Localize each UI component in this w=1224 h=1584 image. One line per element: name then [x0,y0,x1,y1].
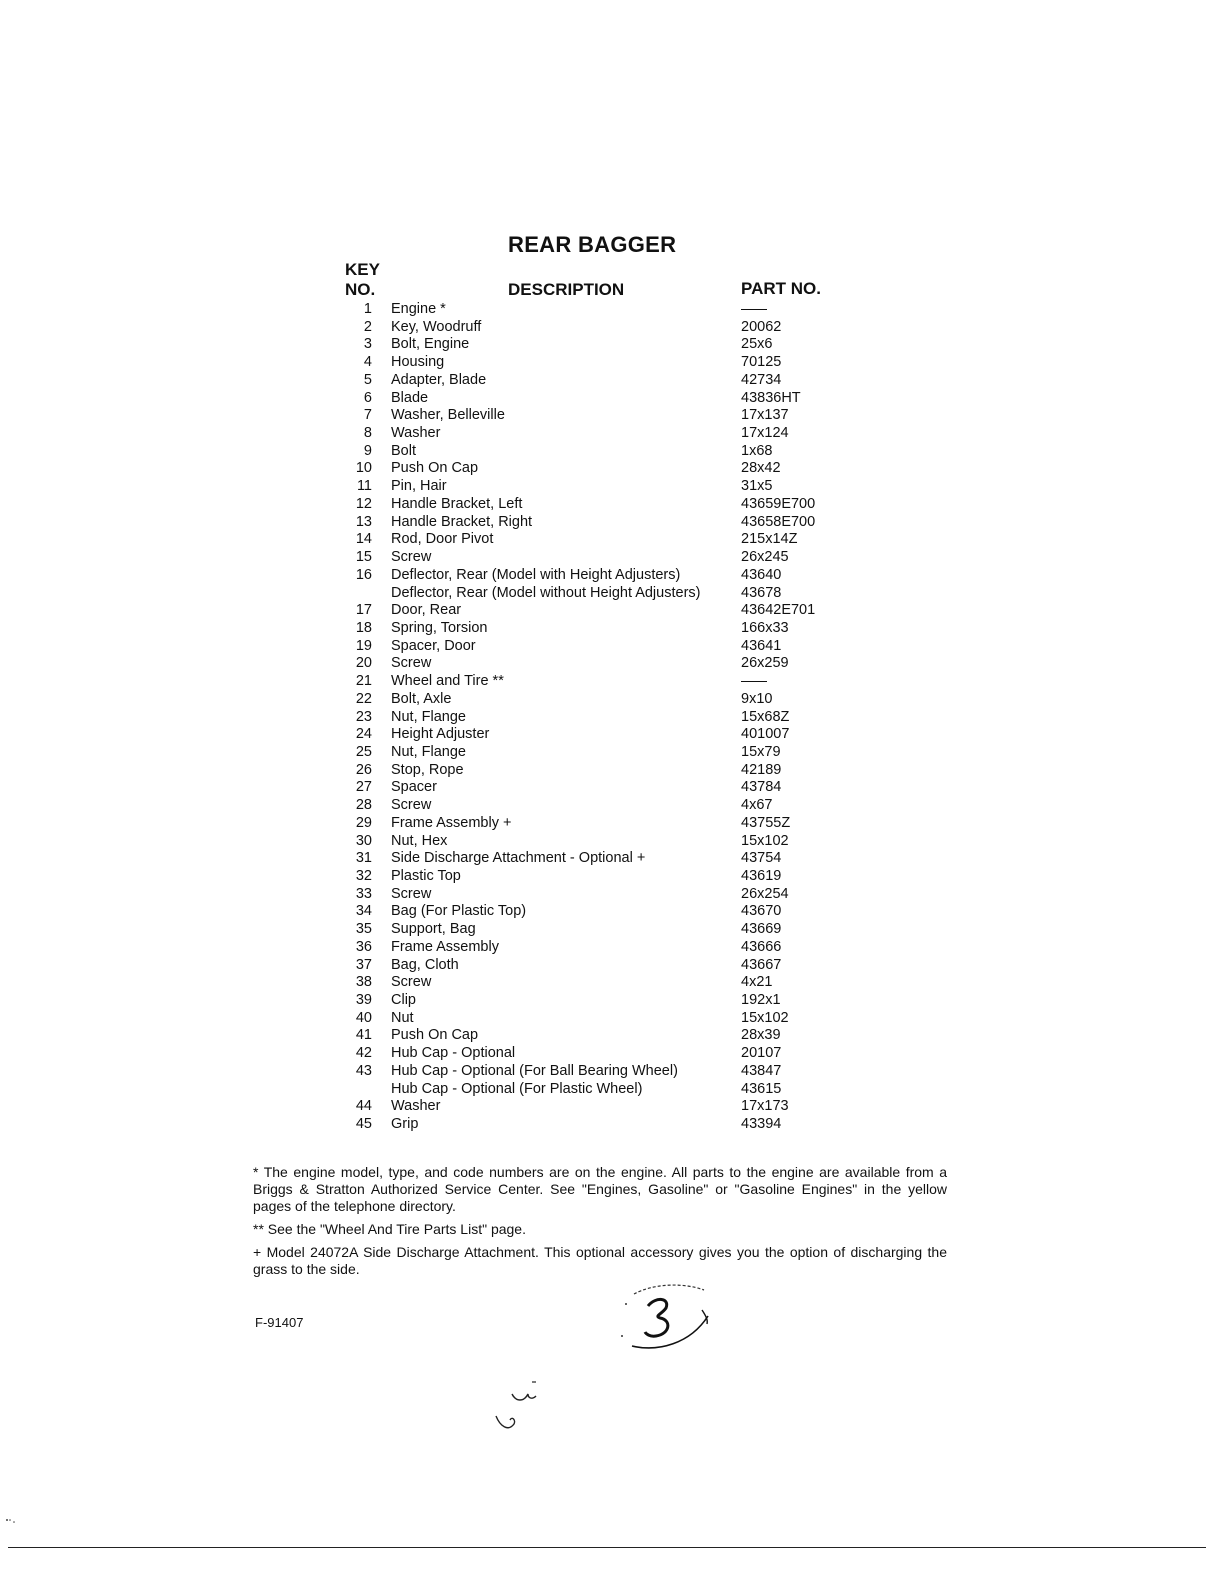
part-description: Bolt, Axle [391,690,452,707]
parts-row [0,1010,1224,1028]
parts-row [0,531,1224,549]
part-number: 43659E700 [741,495,816,512]
part-number: 26x259 [741,655,789,672]
key-number: 21 [355,673,372,690]
part-description: Bolt, Engine [391,336,470,353]
part-description: Spacer [391,779,437,796]
part-description: Bolt [391,442,416,459]
part-description: Door, Rear [391,602,462,619]
key-number: 15 [355,549,372,566]
key-number: 22 [355,690,372,707]
part-description: Plastic Top [391,868,461,884]
parts-row [0,886,1224,904]
parts-row [0,638,1224,656]
parts-row [0,301,1224,319]
handwritten-page-mark [612,1280,722,1365]
part-number: 43640 [741,566,782,583]
part-description: Screw [391,549,432,566]
part-number: 42189 [741,761,782,778]
part-number: 43394 [741,1116,782,1133]
part-number: 43847 [741,1062,782,1079]
part-description: Clip [391,992,416,1009]
key-number: 7 [363,407,372,424]
parts-row [0,691,1224,709]
parts-row [0,1081,1224,1099]
part-number: 70125 [741,354,782,371]
part-number: 401007 [741,726,790,743]
bottom-rule [8,1547,1206,1548]
parts-list [0,301,1224,1134]
part-number: 43658E700 [741,513,816,530]
parts-row [0,779,1224,797]
part-description: Side Discharge Attachment - Optional + [391,850,646,867]
parts-row [0,921,1224,939]
parts-row [0,850,1224,868]
part-description: Wheel and Tire ** [391,673,504,690]
part-number-header: PART NO. [741,279,821,298]
key-number: 18 [355,619,372,636]
key-number: 33 [355,885,372,902]
key-number: 1 [363,301,372,317]
part-description: Nut, Flange [391,708,466,725]
parts-row [0,354,1224,372]
part-number: 28x39 [741,1027,781,1044]
parts-row [0,655,1224,673]
part-description: Frame Assembly [391,938,499,955]
part-description: Nut, Flange [391,743,466,760]
part-number: 15x68Z [741,708,790,725]
part-description: Screw [391,797,432,814]
parts-row [0,815,1224,833]
parts-row [0,762,1224,780]
part-description: Washer, Belleville [391,407,505,424]
part-description: Washer [391,425,441,442]
key-number: 20 [355,655,372,672]
part-number: 15x102 [741,1009,789,1026]
part-number: 43669 [741,921,782,938]
parts-row [0,726,1224,744]
parts-row [0,1098,1224,1116]
part-number: 15x79 [741,743,781,760]
part-number: 26x254 [741,885,789,902]
key-number: 39 [355,992,372,1009]
parts-row [0,478,1224,496]
parts-row [0,319,1224,337]
parts-row [0,1027,1224,1045]
key-number: 9 [363,442,372,459]
part-number: 192x1 [741,992,781,1009]
parts-row [0,514,1224,532]
key-number-header-line1: KEY [345,260,380,279]
key-number: 8 [363,425,372,442]
part-number [741,673,767,691]
part-description: Housing [391,354,445,371]
side-discharge-footnote: + Model 24072A Side Discharge Attachment. This optional accessory gives you the option of discharging the grass to the side. [253,1244,947,1277]
key-number: 34 [355,903,372,920]
key-number: 38 [355,974,372,991]
form-number: F-91407 [255,1315,304,1330]
key-number: 24 [355,726,372,743]
part-number: 43754 [741,850,782,867]
part-description: Screw [391,885,432,902]
part-description: Stop, Rope [391,761,464,778]
part-description: Screw [391,655,432,672]
key-number: 23 [355,708,372,725]
key-number: 29 [355,814,372,831]
part-number: 43678 [741,584,782,601]
parts-row [0,1063,1224,1081]
parts-row [0,744,1224,762]
key-number: 17 [355,602,372,619]
key-number: 6 [363,389,372,406]
parts-row [0,1116,1224,1134]
part-description: Deflector, Rear (Model with Height Adjusters) [391,566,681,583]
part-description: Handle Bracket, Right [391,513,533,530]
part-description: Hub Cap - Optional (For Ball Bearing Wheel) [391,1062,678,1079]
key-number: 14 [355,531,372,548]
part-number: 42734 [741,371,782,388]
part-description: Nut, Hex [391,832,448,849]
part-description: Height Adjuster [391,726,490,743]
part-description: Screw [391,974,432,991]
parts-row [0,425,1224,443]
part-description: Nut [391,1009,414,1026]
part-description: Hub Cap - Optional [391,1045,516,1062]
part-number: 43666 [741,938,782,955]
key-number: 3 [363,336,372,353]
part-number: 1x68 [741,442,773,459]
key-number: 40 [355,1009,372,1026]
key-number: 41 [355,1027,372,1044]
part-description: Spacer, Door [391,637,476,654]
no-part-number-dash [741,309,767,310]
parts-row [0,496,1224,514]
parts-row [0,797,1224,815]
part-description: Bag, Cloth [391,956,459,973]
part-number: 17x137 [741,407,789,424]
footnotes [253,1164,947,1284]
part-description: Blade [391,389,429,406]
part-description: Key, Woodruff [391,318,482,335]
part-number: 4x21 [741,974,773,991]
part-description: Push On Cap [391,1027,479,1044]
page-title: REAR BAGGER [508,232,677,257]
part-number: 20062 [741,318,782,335]
key-number: 30 [355,832,372,849]
part-number: 31x5 [741,478,773,495]
key-number-header-line2: NO. [345,280,376,299]
part-number: 17x173 [741,1098,789,1115]
parts-row [0,992,1224,1010]
part-number: 43615 [741,1080,782,1097]
key-number: 44 [355,1098,372,1115]
part-description: Hub Cap - Optional (For Plastic Wheel) [391,1080,643,1097]
part-number: 43667 [741,956,782,973]
part-description: Pin, Hair [391,478,447,495]
parts-row [0,336,1224,354]
key-number: 27 [355,779,372,796]
parts-row [0,1045,1224,1063]
part-number: 215x14Z [741,531,798,548]
key-number: 19 [355,637,372,654]
part-description: Adapter, Blade [391,371,487,388]
part-description: Handle Bracket, Left [391,495,523,512]
part-description: Engine * [391,301,446,317]
parts-row [0,974,1224,992]
key-number: 45 [355,1116,372,1133]
description-header: DESCRIPTION [508,280,625,299]
part-description: Frame Assembly + [391,814,512,831]
parts-row [0,620,1224,638]
parts-row [0,390,1224,408]
part-number: 20107 [741,1045,782,1062]
part-description: Bag (For Plastic Top) [391,903,527,920]
part-number: 9x10 [741,690,773,707]
key-number: 37 [355,956,372,973]
part-number: 43755Z [741,814,791,831]
key-number: 43 [355,1062,372,1079]
parts-row [0,460,1224,478]
key-number: 26 [355,761,372,778]
parts-row [0,372,1224,390]
key-number: 2 [363,318,372,335]
key-number: 10 [355,460,372,477]
parts-row [0,868,1224,886]
part-number: 43670 [741,903,782,920]
parts-row [0,939,1224,957]
key-number: 11 [356,478,372,495]
part-description: Rod, Door Pivot [391,531,494,548]
part-number: 17x124 [741,425,789,442]
parts-row [0,602,1224,620]
part-number [741,301,767,319]
part-number: 43836HT [741,389,801,406]
part-description: Spring, Torsion [391,619,488,636]
key-number: 35 [355,921,372,938]
part-number: 15x102 [741,832,789,849]
handwritten-scribble [488,1380,548,1445]
key-number: 36 [355,938,372,955]
parts-row [0,443,1224,461]
part-number: 43784 [741,779,782,796]
part-number: 43641 [741,637,782,654]
part-description: Push On Cap [391,460,479,477]
parts-row [0,673,1224,691]
key-number: 28 [355,797,372,814]
key-number: 31 [355,850,372,867]
part-description: Grip [391,1116,419,1133]
parts-row [0,833,1224,851]
parts-row [0,567,1224,585]
key-number: 13 [355,513,372,530]
part-description: Deflector, Rear (Model without Height Adjusters) [391,584,701,601]
part-number: 43642E701 [741,602,816,619]
part-description: Washer [391,1098,441,1115]
part-number: 28x42 [741,460,781,477]
parts-row [0,957,1224,975]
wheel-footnote: ** See the "Wheel And Tire Parts List" page. [253,1221,526,1237]
part-number: 166x33 [741,619,789,636]
engine-footnote: * The engine model, type, and code numbers are on the engine. All parts to the engine are available from a Briggs & Stratton Authorized Service Center. See "Engines, Gasoline" or "Gasoline Engines" in the yellow pages of the telephone directory. [253,1164,947,1214]
part-description: Support, Bag [391,921,476,938]
corner-speck [4,1517,18,1528]
key-number: 4 [363,354,372,371]
key-number: 5 [363,371,372,388]
part-number: 43619 [741,868,782,884]
parts-row [0,549,1224,567]
parts-row [0,585,1224,603]
key-number: 25 [355,743,372,760]
no-part-number-dash [741,681,767,682]
part-number: 26x245 [741,549,789,566]
key-number: 42 [355,1045,372,1062]
key-number: 32 [355,868,372,884]
part-number: 25x6 [741,336,773,353]
key-number: 16 [355,566,372,583]
parts-row [0,709,1224,727]
key-number: 12 [355,495,372,512]
parts-row [0,903,1224,921]
parts-row [0,407,1224,425]
part-number: 4x67 [741,797,773,814]
